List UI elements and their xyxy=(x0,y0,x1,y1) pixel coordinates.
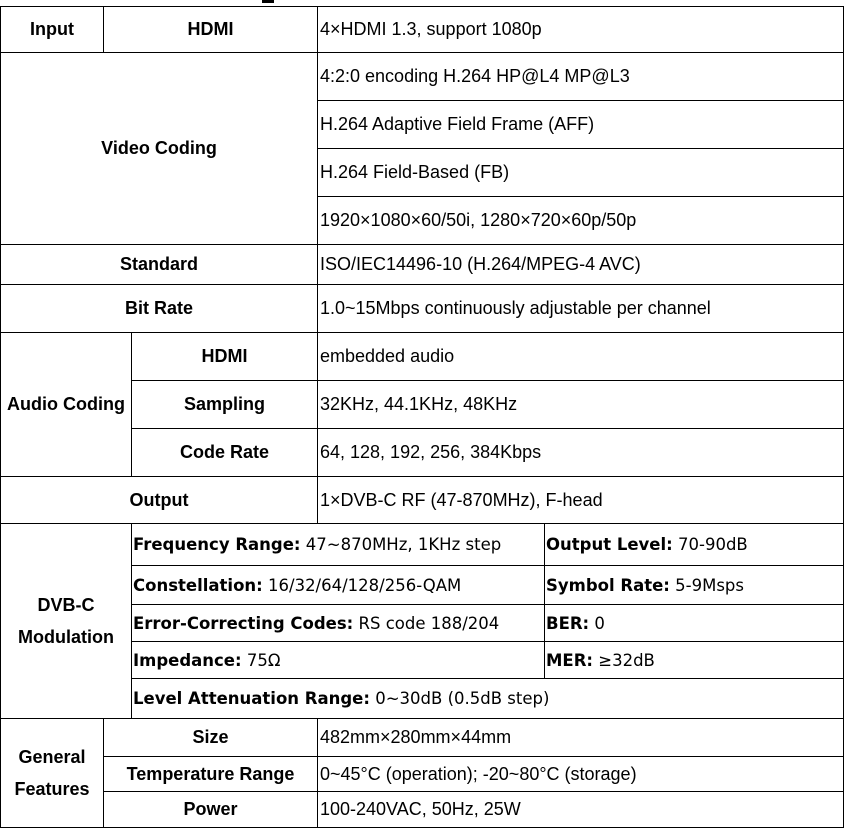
general-row-value: 0~45°C (operation); -20~80°C (storage) xyxy=(318,757,844,792)
row-input xyxy=(1,7,844,53)
row-standard xyxy=(1,245,844,285)
dvbc-label xyxy=(1,524,132,719)
cropped-header-fragment xyxy=(262,0,274,3)
dvbc-left-label: Impedance: xyxy=(133,650,242,670)
dvbc-right-label: Symbol Rate: xyxy=(546,575,670,595)
audio-row-label: Sampling xyxy=(132,381,318,429)
dvbc-left-cell xyxy=(132,566,545,605)
general-row-value: 100-240VAC, 50Hz, 25W xyxy=(318,792,844,828)
dvbc-right-label: Output Level: xyxy=(546,535,673,554)
dvbc-right-label: BER: xyxy=(546,613,590,633)
dvbc-right-value: 0 xyxy=(589,613,605,633)
row-audio-hdmi xyxy=(1,333,844,381)
row-general-power xyxy=(1,792,844,828)
dvbc-left-value: 75Ω xyxy=(241,650,281,670)
bit-rate-value: 1.0~15Mbps continuously adjustable per channel xyxy=(318,285,844,333)
standard-label: Standard xyxy=(1,245,318,285)
input-label: Input xyxy=(1,7,104,53)
input-value: 4×HDMI 1.3, support 1080p xyxy=(318,7,844,53)
row-dvbc-frequency xyxy=(1,524,844,566)
bit-rate-label: Bit Rate xyxy=(1,285,318,333)
row-output xyxy=(1,477,844,524)
audio-row-label: HDMI xyxy=(132,333,318,381)
row-video-coding-1 xyxy=(1,53,844,101)
video-coding-value: H.264 Adaptive Field Frame (AFF) xyxy=(318,101,844,149)
dvbc-right-cell xyxy=(545,642,844,679)
output-label: Output xyxy=(1,477,318,524)
general-row-label: Size xyxy=(104,719,318,757)
general-label-line1: General xyxy=(18,747,86,767)
dvbc-right-label: MER: xyxy=(546,650,593,670)
audio-row-value: 64, 128, 192, 256, 384Kbps xyxy=(318,429,844,477)
dvbc-full-label: Level Attenuation Range: xyxy=(133,689,370,708)
audio-coding-label: Audio Coding xyxy=(1,333,132,477)
input-sublabel: HDMI xyxy=(104,7,318,53)
dvbc-right-value: ≥32dB xyxy=(593,650,655,670)
general-row-value: 482mm×280mm×44mm xyxy=(318,719,844,757)
dvbc-full-value: 0~30dB (0.5dB step) xyxy=(369,689,550,708)
dvbc-left-label: Constellation: xyxy=(133,575,263,595)
spec-table xyxy=(0,6,844,828)
dvbc-label-line1: DVB-C xyxy=(37,595,95,615)
audio-row-value: 32KHz, 44.1KHz, 48KHz xyxy=(318,381,844,429)
video-coding-label: Video Coding xyxy=(1,53,318,245)
row-bit-rate xyxy=(1,285,844,333)
dvbc-right-value: 5-9Msps xyxy=(669,575,745,595)
dvbc-right-cell xyxy=(545,524,844,566)
video-coding-value: 4:2:0 encoding H.264 HP@L4 MP@L3 xyxy=(318,53,844,101)
video-coding-value: H.264 Field-Based (FB) xyxy=(318,149,844,197)
general-row-label: Temperature Range xyxy=(104,757,318,792)
dvbc-full-cell xyxy=(132,679,844,719)
general-row-label: Power xyxy=(104,792,318,828)
dvbc-right-cell xyxy=(545,566,844,605)
dvbc-left-cell xyxy=(132,642,545,679)
row-general-size xyxy=(1,719,844,757)
video-coding-value: 1920×1080×60/50i, 1280×720×60p/50p xyxy=(318,197,844,245)
dvbc-left-label: Error-Correcting Codes: xyxy=(133,613,354,633)
dvbc-label-line2: Modulation xyxy=(18,627,114,647)
dvbc-left-cell xyxy=(132,605,545,642)
dvbc-right-value: 70-90dB xyxy=(672,535,748,554)
general-label xyxy=(1,719,104,828)
dvbc-left-value: RS code 188/204 xyxy=(353,613,500,633)
dvbc-left-value: 47~870MHz, 1KHz step xyxy=(300,535,502,554)
dvbc-left-label: Frequency Range: xyxy=(133,535,301,554)
general-label-line2: Features xyxy=(14,779,90,799)
output-value: 1×DVB-C RF (47-870MHz), F-head xyxy=(318,477,844,524)
audio-row-value: embedded audio xyxy=(318,333,844,381)
dvbc-right-cell xyxy=(545,605,844,642)
standard-value: ISO/IEC14496-10 (H.264/MPEG-4 AVC) xyxy=(318,245,844,285)
dvbc-left-value: 16/32/64/128/256-QAM xyxy=(262,575,462,595)
dvbc-left-cell xyxy=(132,524,545,566)
row-general-temperature xyxy=(1,757,844,792)
audio-row-label: Code Rate xyxy=(132,429,318,477)
